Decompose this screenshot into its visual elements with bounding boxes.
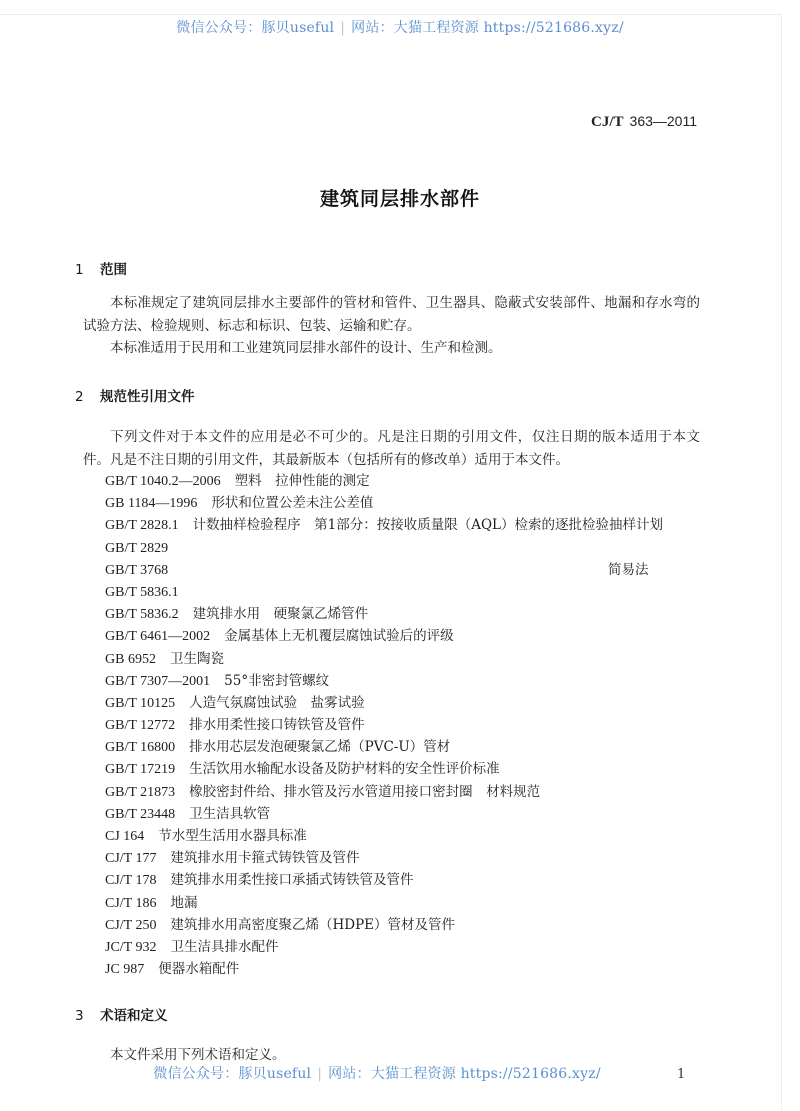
reference-item — [105, 825, 705, 847]
reference-code: GB/T 3768 — [105, 562, 169, 578]
reference-code: CJ/T 250 — [105, 917, 157, 933]
document-code-number: 363—2011 — [629, 113, 697, 129]
reference-code: CJ/T 177 — [105, 851, 157, 867]
reference-title-fragment: 简易法 — [608, 561, 649, 578]
reference-title: 建筑排水用卡箍式铸铁管及管件 — [170, 850, 360, 867]
watermark-separator: | — [317, 1066, 323, 1082]
reference-item — [105, 581, 705, 603]
watermark-site: 网站：大猫工程资源 https://521686.xyz/ — [351, 20, 624, 36]
reference-item — [105, 714, 705, 736]
reference-code: GB/T 12772 — [105, 718, 176, 734]
section-1-heading — [75, 258, 127, 278]
reference-item — [105, 692, 705, 714]
reference-code: CJ/T 186 — [105, 895, 157, 911]
reference-item — [105, 936, 705, 958]
reference-title: 橡胶密封件给、排水管及污水管道用接口密封圈 材料规范 — [189, 783, 541, 800]
watermark-wechat: 微信公众号：豚贝useful — [176, 20, 335, 36]
section-title: 术语和定义 — [100, 1008, 168, 1024]
reference-item — [105, 803, 705, 825]
reference-code: GB/T 2828.1 — [105, 518, 179, 534]
reference-title: 卫生陶瓷 — [169, 650, 224, 667]
reference-title: 塑料 拉伸性能的测定 — [234, 473, 370, 489]
reference-title: 金属基体上无机覆层腐蚀试验后的评级 — [224, 628, 454, 645]
document-code-prefix: CJ/T — [591, 114, 624, 130]
reference-code: GB 6952 — [105, 651, 156, 667]
reference-code: GB/T 10125 — [105, 695, 176, 711]
reference-code: GB/T 23448 — [105, 806, 176, 822]
reference-item — [105, 648, 705, 670]
reference-title: 便器水箱配件 — [158, 961, 240, 978]
reference-title: 人造气氛腐蚀试验 盐雾试验 — [189, 694, 365, 711]
document-title: 建筑同层排水部件 — [319, 188, 480, 210]
reference-code: GB/T 5836.1 — [105, 584, 179, 600]
reference-item — [105, 869, 705, 891]
reference-title: 卫生洁具排水配件 — [170, 938, 279, 955]
reference-title: 排水用芯层发泡硬聚氯乙烯（PVC-U）管材 — [189, 739, 451, 756]
section-number: 2 — [75, 389, 84, 405]
section-1-paragraph-1: 本标准规定了建筑同层排水主要部件的管材和管件、卫生器具、隐蔽式安装部件、地漏和存水弯的试验方法、检验规则、标志和标识、包装、运输和贮存。 — [83, 295, 700, 334]
watermark-bottom — [0, 1063, 777, 1083]
normative-references-list — [105, 470, 705, 980]
reference-title: 排水用柔性接口铸铁管及管件 — [189, 717, 365, 734]
reference-code: GB/T 1040.2—2006 — [105, 474, 221, 489]
reference-title: 建筑排水用柔性接口承插式铸铁管及管件 — [170, 872, 414, 889]
watermark-top — [0, 17, 800, 37]
reference-code: GB/T 17219 — [105, 762, 176, 778]
reference-item — [105, 736, 705, 758]
reference-item — [105, 603, 705, 625]
section-number: 3 — [75, 1008, 84, 1024]
reference-code: JC/T 932 — [105, 939, 157, 955]
reference-code: GB/T 21873 — [105, 784, 176, 800]
section-2-heading — [75, 385, 195, 405]
watermark-separator: | — [340, 20, 346, 36]
section-title: 规范性引用文件 — [100, 389, 195, 405]
reference-item — [105, 914, 705, 936]
reference-title: 生活饮用水输配水设备及防护材料的安全性评价标准 — [189, 761, 500, 778]
reference-title: 55°非密封管螺纹 — [224, 672, 330, 689]
reference-code: GB/T 6461—2002 — [105, 629, 211, 645]
reference-item — [105, 492, 705, 514]
document-code — [591, 113, 697, 131]
reference-code: CJ 164 — [105, 829, 145, 844]
reference-item — [105, 892, 705, 914]
reference-item — [105, 537, 705, 559]
reference-title: 卫生洁具软管 — [189, 805, 271, 822]
reference-code: GB/T 2829 — [105, 540, 169, 556]
reference-item — [105, 781, 705, 803]
section-title: 范围 — [100, 262, 127, 278]
reference-title: 形状和位置公差未注公差值 — [211, 495, 374, 512]
section-3-paragraph-1: 本文件采用下列术语和定义。 — [110, 1047, 286, 1063]
reference-title: 地漏 — [170, 894, 198, 911]
reference-code: JC 987 — [105, 962, 145, 978]
reference-code: GB 1184—1996 — [105, 496, 198, 512]
reference-item — [105, 847, 705, 869]
reference-item — [105, 958, 705, 980]
reference-item — [105, 625, 705, 647]
reference-code: GB/T 16800 — [105, 740, 176, 756]
reference-code: CJ/T 178 — [105, 873, 157, 889]
watermark-site: 网站：大猫工程资源 https://521686.xyz/ — [328, 1066, 601, 1082]
section-3-heading — [75, 1004, 168, 1024]
reference-title: 计数抽样检验程序 第1部分：按接收质量限（AQL）检索的逐批检验抽样计划 — [192, 517, 664, 534]
reference-item — [105, 758, 705, 780]
reference-item — [105, 559, 705, 581]
reference-code: GB/T 5836.2 — [105, 607, 179, 623]
reference-title: 建筑排水用高密度聚乙烯（HDPE）管材及管件 — [170, 916, 456, 933]
watermark-wechat: 微信公众号：豚贝useful — [153, 1066, 312, 1082]
page-number: 1 — [677, 1067, 686, 1082]
section-1-paragraph-2: 本标准适用于民用和工业建筑同层排水部件的设计、生产和检测。 — [110, 340, 502, 356]
reference-title: 建筑排水用 硬聚氯乙烯管件 — [192, 606, 369, 623]
reference-item — [105, 670, 705, 692]
section-2-paragraph-1: 下列文件对于本文件的应用是必不可少的。凡是注日期的引用文件，仅注日期的版本适用于本文件。凡是不注日期的引用文件，其最新版本（包括所有的修改单）适用于本文件。 — [83, 429, 700, 468]
reference-code: GB/T 7307—2001 — [105, 673, 211, 689]
reference-item — [105, 470, 705, 492]
section-number: 1 — [75, 262, 84, 278]
reference-title: 节水型生活用水器具标准 — [158, 828, 307, 844]
reference-item — [105, 514, 705, 536]
